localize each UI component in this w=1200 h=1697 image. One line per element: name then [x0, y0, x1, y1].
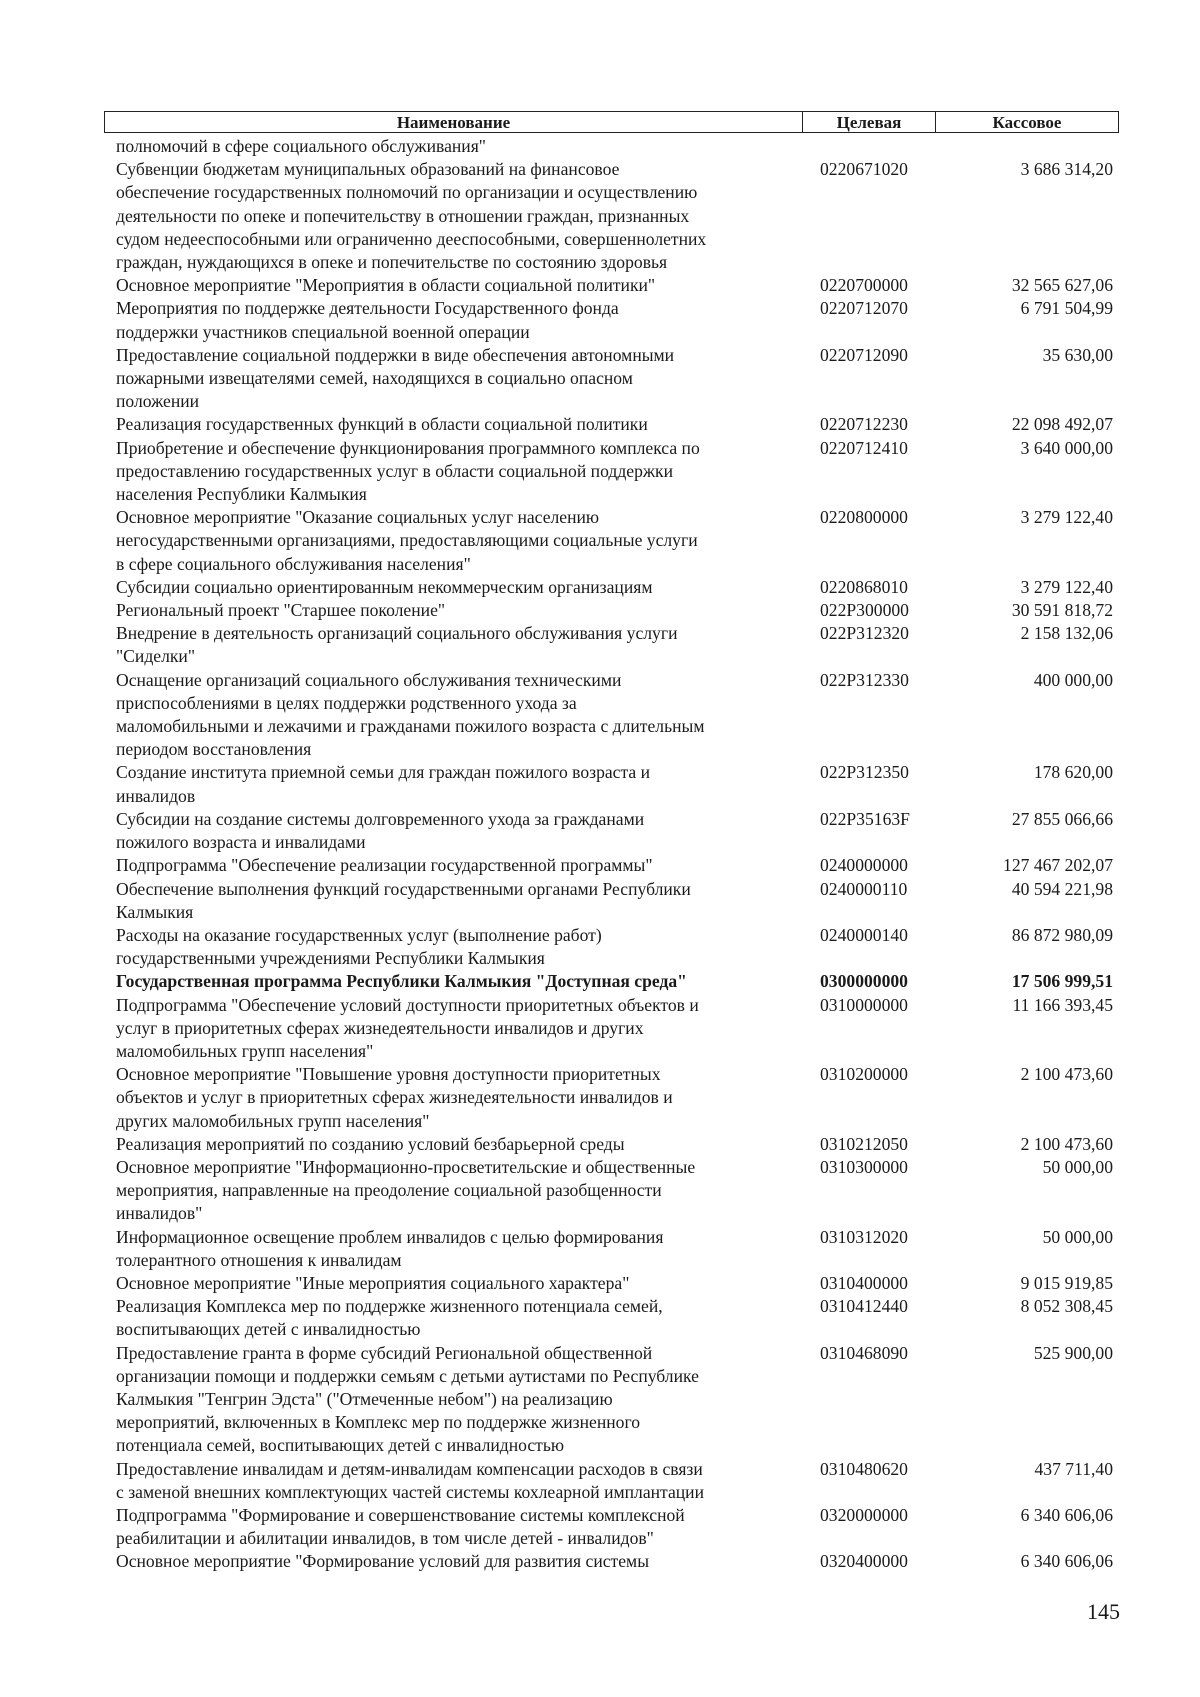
table-row: [116, 1458, 1116, 1504]
row-amount: 35 630,00: [1042, 344, 1113, 365]
table-row: [116, 1133, 1116, 1156]
row-code: 0310400000: [820, 1272, 908, 1293]
row-code: 022P312330: [820, 669, 909, 690]
row-amount: 40 594 221,98: [1011, 878, 1113, 899]
row-name: Основное мероприятие "Иные мероприятия социального характера": [116, 1272, 630, 1293]
row-name: Создание института приемной семьи для граждан пожилого возраста и инвалидов: [116, 762, 651, 806]
row-amount: 50 000,00: [1042, 1156, 1113, 1177]
table-row: [116, 1226, 1116, 1272]
row-name: Основное мероприятие "Мероприятия в области социальной политики": [116, 275, 656, 296]
table-row: [116, 970, 1116, 993]
row-name: Субсидии на создание системы долговременного ухода за гражданами пожилого возраста и инвалидами: [116, 808, 645, 853]
row-amount: 127 467 202,07: [1003, 855, 1113, 876]
row-amount: 178 620,00: [1033, 762, 1113, 783]
row-name: Информационное освещение проблем инвалидов с целью формирования толерантного отношения к инвалидам: [116, 1226, 664, 1270]
table-row: [116, 878, 1116, 924]
row-amount: 2 100 473,60: [1020, 1064, 1113, 1085]
row-name: Подпрограмма "Обеспечение реализации государственной программы": [116, 855, 653, 876]
row-name: Предоставление инвалидам и детям-инвалидам компенсации расходов в связи с заменой внешних комплектующих частей системы кохлеарной имплантации: [116, 1458, 704, 1502]
table-row: [116, 274, 1116, 297]
table-row: [116, 1550, 1116, 1573]
row-name: Реализация Комплекса мер по поддержке жизненного потенциала семей, воспитывающих детей с инвалидностью: [116, 1296, 663, 1340]
table-row: [116, 437, 1116, 507]
row-amount: 400 000,00: [1033, 669, 1113, 690]
header-amount: Кассовое: [992, 112, 1062, 132]
table-header: [104, 111, 1119, 133]
row-code: 0240000110: [820, 878, 908, 899]
row-code: 0310412440: [820, 1296, 908, 1317]
row-amount: 2 158 132,06: [1020, 623, 1113, 644]
row-name: Подпрограмма "Обеспечение условий доступности приоритетных объектов и услуг в приоритетных сферах жизнедеятельности инвалидов и других маломобильных групп населения": [116, 994, 699, 1061]
row-code: 0310480620: [820, 1458, 908, 1479]
row-amount: 9 015 919,85: [1020, 1272, 1113, 1293]
row-amount: 3 279 122,40: [1020, 507, 1113, 528]
table-row: [116, 1272, 1116, 1295]
table-row: [116, 158, 1116, 274]
row-code: 0310212050: [820, 1133, 908, 1154]
row-amount: 2 100 473,60: [1020, 1133, 1113, 1154]
row-code: 0310312020: [820, 1226, 908, 1247]
header-code: Целевая: [803, 112, 936, 132]
row-name: Основное мероприятие "Формирование условий для развития системы: [116, 1551, 650, 1572]
table-row: [116, 344, 1116, 414]
row-amount: 30 591 818,72: [1011, 600, 1113, 621]
row-name: полномочий в сфере социального обслуживания": [116, 136, 486, 156]
row-name: Реализация государственных функций в области социальной политики: [116, 414, 648, 435]
table-row: [116, 808, 1116, 854]
row-name: Предоставление гранта в форме субсидий Региональной общественной организации помощи и поддержки семьям с детьми аутистами по Республике Калмыкия "Тенгрин Эдста" ("Отмеченные небом") на реализацию мероприятий, включенных в Комплекс мер по поддержке жизненного потенциала семей, воспитывающих детей с инвалидностью: [116, 1342, 699, 1456]
table-row: [116, 1295, 1116, 1341]
table-row: [116, 1342, 1116, 1458]
row-name: Реализация мероприятий по созданию условий безбарьерной среды: [116, 1133, 625, 1154]
row-name: Расходы на оказание государственных услуг (выполнение работ) государственными учреждениями Республики Калмыкия: [116, 924, 602, 969]
row-code: 0220712070: [820, 298, 908, 319]
table-row: [116, 669, 1116, 762]
row-name: Предоставление социальной поддержки в виде обеспечения автономными пожарными извещателями семей, находящихся в социально опасном положении: [116, 344, 675, 412]
row-name: Приобретение и обеспечение функционирования программного комплекса по предоставлению государственных услуг в области социальной поддержки населения Республики Калмыкия: [116, 437, 700, 505]
table-row: [116, 135, 1116, 158]
row-amount: 6 340 606,06: [1020, 1504, 1113, 1525]
row-amount: 3 686 314,20: [1020, 159, 1113, 180]
row-name: Мероприятия по поддержке деятельности Государственного фонда поддержки участников специальной военной операции: [116, 298, 619, 342]
row-code: 0310300000: [820, 1156, 908, 1177]
row-code: 0220712230: [820, 414, 908, 435]
row-amount: 17 506 999,51: [1011, 971, 1113, 992]
row-amount: 6 791 504,99: [1020, 298, 1113, 319]
row-code: 022P300000: [820, 600, 909, 621]
table-row: [116, 599, 1116, 622]
row-code: 0310468090: [820, 1342, 908, 1363]
row-code: 0300000000: [820, 971, 908, 992]
row-name: Государственная программа Республики Калмыкия "Доступная среда": [116, 971, 687, 992]
table-row: [116, 761, 1116, 807]
row-code: 0220712410: [820, 437, 908, 458]
row-amount: 32 565 627,06: [1011, 275, 1113, 296]
row-amount: 50 000,00: [1042, 1226, 1113, 1247]
row-name: Субвенции бюджетам муниципальных образований на финансовое обеспечение государственных полномочий по организации и осуществлению деятельности по опеке и попечительству в отношении граждан, признанных судом недееспособными или ограниченно дееспособными, совершеннолетних граждан, нуждающихся в опеке и попечительстве по состоянию здоровья: [116, 159, 707, 273]
table-body: [116, 135, 1116, 1574]
row-amount: 437 711,40: [1034, 1458, 1113, 1479]
row-amount: 3 279 122,40: [1020, 576, 1113, 597]
row-name: Основное мероприятие "Информационно-просветительские и общественные мероприятия, направленные на преодоление социальной разобщенности инвалидов": [116, 1156, 696, 1224]
table-row: [116, 1156, 1116, 1226]
row-code: 022P312350: [820, 762, 909, 783]
row-name: Обеспечение выполнения функций государственными органами Республики Калмыкия: [116, 878, 691, 922]
row-name: Региональный проект "Старшее поколение": [116, 600, 446, 621]
table-row: [116, 297, 1116, 343]
row-amount: 22 098 492,07: [1011, 414, 1113, 435]
row-code: 0220868010: [820, 576, 908, 597]
row-name: Основное мероприятие "Оказание социальных услуг населению негосударственными организациями, предоставляющими социальные услуги в сфере социального обслуживания населения": [116, 507, 698, 574]
table-row: [116, 1504, 1116, 1550]
table-row: [116, 854, 1116, 877]
table-row: [116, 622, 1116, 668]
row-code: 0240000000: [820, 855, 908, 876]
header-name: Наименование: [105, 112, 803, 132]
row-name: Основное мероприятие "Повышение уровня доступности приоритетных объектов и услуг в приоритетных сферах жизнедеятельности инвалидов и других маломобильных групп населения": [116, 1064, 673, 1131]
row-name: Субсидии социально ориентированным некоммерческим организациям: [116, 576, 653, 597]
table-row: [116, 506, 1116, 576]
row-code: 0240000140: [820, 924, 908, 945]
row-code: 0320000000: [820, 1504, 908, 1525]
row-amount: 86 872 980,09: [1011, 924, 1113, 945]
row-code: 0310200000: [820, 1064, 908, 1085]
table-row: [116, 576, 1116, 599]
table-row: [116, 994, 1116, 1064]
row-name: Оснащение организаций социального обслуживания техническими приспособлениями в целях поддержки родственного ухода за маломобильными и лежачими и гражданами пожилого возраста с длительным периодом восстановления: [116, 669, 705, 760]
row-amount: 8 052 308,45: [1020, 1296, 1113, 1317]
row-code: 0220800000: [820, 507, 908, 528]
table-row: [116, 924, 1116, 970]
row-amount: 6 340 606,06: [1020, 1551, 1113, 1572]
row-amount: 525 900,00: [1033, 1342, 1113, 1363]
table-row: [116, 1063, 1116, 1133]
row-amount: 27 855 066,66: [1011, 808, 1113, 829]
row-code: 0220712090: [820, 344, 908, 365]
row-code: 0310000000: [820, 994, 908, 1015]
row-name: Подпрограмма "Формирование и совершенствование системы комплексной реабилитации и абилитации инвалидов, в том числе детей - инвалидов": [116, 1504, 685, 1549]
row-name: Внедрение в деятельность организаций социального обслуживания услуги "Сиделки": [116, 623, 678, 667]
row-amount: 11 166 393,45: [1012, 994, 1113, 1015]
row-amount: 3 640 000,00: [1020, 437, 1113, 458]
page-number: 145: [1087, 1599, 1120, 1624]
row-code: 022P35163F: [820, 808, 910, 829]
row-code: 0320400000: [820, 1551, 908, 1572]
row-code: 022P312320: [820, 623, 909, 644]
row-code: 0220671020: [820, 159, 908, 180]
row-code: 0220700000: [820, 275, 908, 296]
table-row: [116, 413, 1116, 436]
